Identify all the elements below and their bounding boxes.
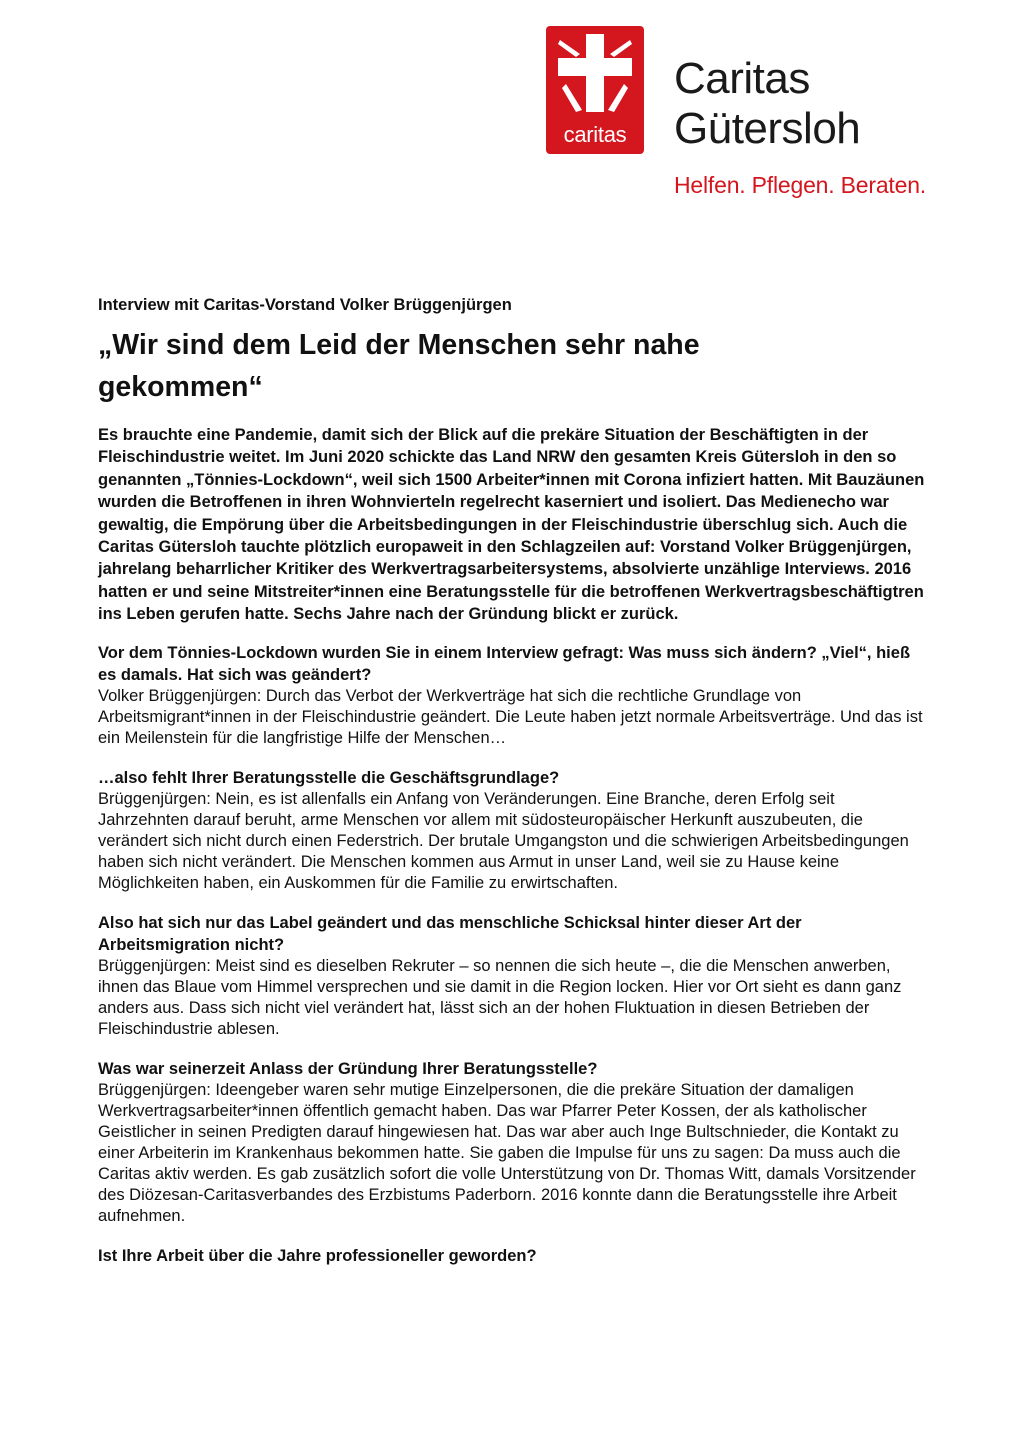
brand-claim: Helfen. Pflegen. Beraten. [674, 172, 926, 198]
qa-block [98, 767, 928, 894]
qa-block [98, 642, 928, 749]
qa-block [98, 1245, 928, 1267]
article-lead: Es brauchte eine Pandemie, damit sich der Blick auf die prekäre Situation der Beschäftigten in der Fleischindustrie weitet. Im Juni 2020 schickte das Land NRW den gesamten Kreis Gütersloh in den so genannten „Tönnies-Lockdown“, weil sich 1500 Arbeiter*innen mit Corona infiziert hatten. Mit Bauzäunen wurden die Betroffenen in ihren Wohnvierteln regelrecht kaserniert und isoliert. Das Medienecho war gewaltig, die Empörung über die Arbeitsbedingungen in der Fleischindustrie überschlug sich. Auch die Caritas Gütersloh tauchte plötzlich europaweit in den Schlagzeilen auf: Vorstand Volker Brüggenjürgen, jahrelang beharrlicher Kritiker des Werkvertragsarbeitersystems, absolvierte unzählige Interviews. 2016 hatten er und seine Mitstreiter*innen eine Beratungsstelle für die betroffenen Werkvertragsbeschäftigtren ins Leben gerufen hatte. Sechs Jahre nach der Gründung blickt er zurück. [98, 426, 925, 624]
question: …also fehlt Ihrer Beratungsstelle die Geschäftsgrundlage? [98, 768, 560, 787]
answer: Brüggenjürgen: Ideengeber waren sehr mutige Einzelpersonen, die die prekäre Situation der damaligen Werkvertragsarbeiter*innen öffentlich gemacht haben. Das war Pfarrer Peter Kossen, der als katholischer Geistlicher in seinen Predigten darauf hingewiesen hat. Das war aber auch Inge Bultschnieder, die Kontakt zu einer Arbeiterin im Krankenhaus bekommen hatte. Sie gaben die Impulse für uns zu sagen: Da muss auch die Caritas aktiv werden. Es gab zusätzlich sofort die volle Unterstützung von Dr. Thomas Witt, damals Vorsitzender des Diözesan-Caritasverbandes des Erzbistums Paderborn. 2016 konnte dann die Beratungsstelle ihre Arbeit aufnehmen. [98, 1080, 916, 1225]
qa-block [98, 1058, 928, 1227]
qa-block [98, 912, 928, 1040]
brand-name-line2: Gütersloh [674, 104, 861, 153]
brand-name [674, 54, 860, 154]
question: Vor dem Tönnies-Lockdown wurden Sie in einem Interview gefragt: Was muss sich ändern? „Viel“, hieß es damals. Hat sich was geändert? [98, 643, 911, 684]
logo-word: caritas [563, 122, 627, 147]
article [98, 294, 928, 1285]
article-kicker: Interview mit Caritas-Vorstand Volker Brüggenjürgen [98, 296, 512, 314]
question: Was war seinerzeit Anlass der Gründung Ihrer Beratungsstelle? [98, 1059, 598, 1078]
question: Also hat sich nur das Label geändert und das menschliche Schicksal hinter dieser Art der Arbeitsmigration nicht? [98, 913, 802, 954]
question: Ist Ihre Arbeit über die Jahre professioneller geworden? [98, 1246, 537, 1265]
article-headline: „Wir sind dem Leid der Menschen sehr nahe gekommen“ [98, 329, 700, 403]
answer: Volker Brüggenjürgen: Durch das Verbot der Werkverträge hat sich die rechtliche Grundlage von Arbeitsmigrant*innen in der Fleischindustrie geändert. Die Leute haben jetzt normale Arbeitsverträge. Und das ist ein Meilenstein für die langfristige Hilfe der Menschen… [98, 686, 923, 747]
answer: Brüggenjürgen: Meist sind es dieselben Rekruter – so nennen die sich heute –, die die Menschen anwerben, ihnen das Blaue vom Himmel versprechen und sie damit in die Region locken. Hier vor Ort sieht es dann ganz anders aus. Dass sich nicht viel verändert hat, lässt sich an der hohen Fluktuation in diesen Betrieben der Fleischindustrie ablesen. [98, 956, 902, 1038]
answer: Brüggenjürgen: Nein, es ist allenfalls ein Anfang von Veränderungen. Eine Branche, deren Erfolg seit Jahrzehnten darauf beruht, arme Menschen vor allem mit südosteuropäischer Herkunft auszubeuten, die verändert sich nicht durch einen Federstrich. Der brutale Umgangston und die schwierigen Arbeitsbedingungen haben sich nicht verändert. Die Menschen kommen aus Armut in unser Land, weil sie zu Hause keine Möglichkeiten haben, ein Auskommen für die Familie zu erwirtschaften. [98, 789, 909, 892]
brand-name-line1: Caritas [674, 54, 810, 103]
caritas-logo-mark [546, 26, 644, 154]
